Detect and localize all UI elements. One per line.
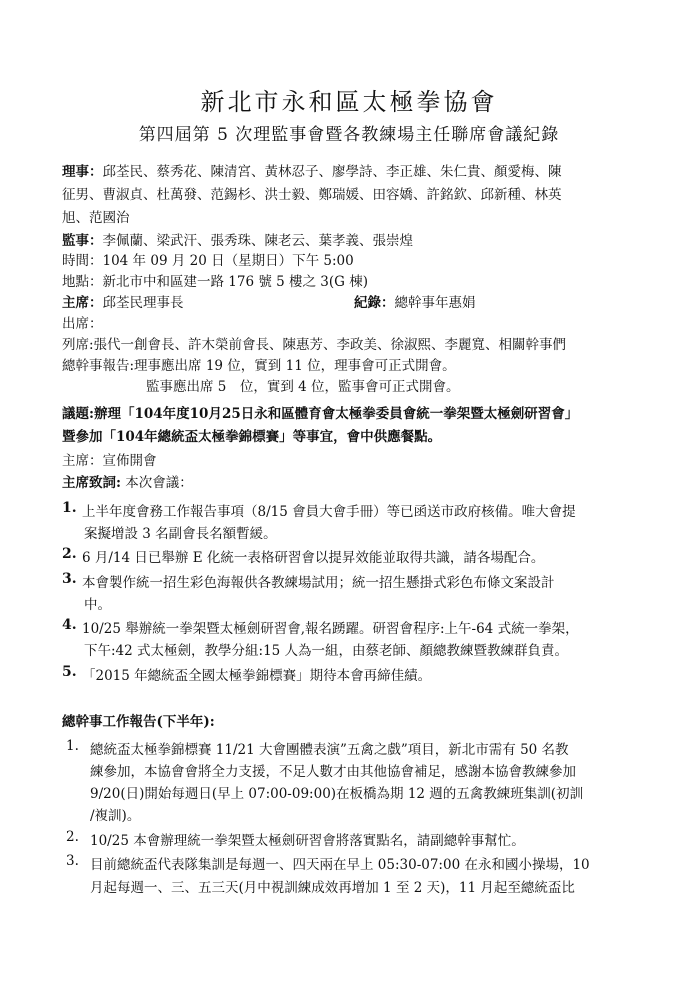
chair-line: 主席：邱荃民理事長 [62,295,184,311]
item-number: 5. [62,664,77,680]
report-item-text: 月起每週一、三、五三天(月中視訓練成效再增加 1 至 2 天)，11 月起至總統盃比 [90,880,575,896]
meeting-time: 時間：104 年 09 月 20 日（星期日）下午 5:00 [62,253,354,269]
report-item-number: 3. [66,853,79,869]
item-text-cont: 案擬增設 3 名副會長名額暫緩。 [84,526,277,542]
supervisors-line: 監事：李佩蘭、梁武汗、張秀珠、陳老云、葉孝義、張崇煌 [62,233,413,249]
item-number: 4. [62,617,77,633]
host-line: 主席：宣佈開會 [62,453,157,469]
item-text-cont: 中。 [84,597,111,613]
report-item-text: 練參加，本協會會將全力支援，不足人數才由其他協會補足，感謝本協會教練參加 [90,764,576,780]
recorder-label: 紀錄： [354,295,395,311]
report-item-text: /複訓)。 [90,808,141,824]
item-number: 2. [62,546,77,562]
report-item-text: 10/25 本會辦理統一拳架暨太極劍研習會將落實點名，請副總幹事幫忙。 [90,833,525,849]
report-item-text: 9/20(日)開始每週日(早上 07:00-09:00)在板橋為期 12 週的五禽教練班集訓(初訓 [90,786,584,802]
recorder-line: 紀錄：總幹事年惠娟 [354,295,476,311]
item-text: 本會製作統一招生彩色海報供各教練場試用；統一招生懸掛式彩色布條文案設計 [82,575,555,591]
directors-line-1: 理事：邱荃民、蔡秀花、陳清宮、黃林忍子、廖學詩、李正雄、朱仁貴、顏愛梅、陳 [62,164,562,180]
report-heading: 總幹事工作報告(下半年): [62,714,215,730]
document-subtitle: 第四屆第 5 次理監事會暨各教練場主任聯席會議紀錄 [138,125,560,145]
item-number: 3. [62,571,77,587]
item-text-cont: 下午:42 式太極劍，教學分組:15 人為一組，由蔡老師、顏總教練暨教練群負責。 [84,643,569,659]
report-item-text: 總統盃太極拳錦標賽 11/21 大會團體表演”五禽之戲”項目，新北市需有 50 名教 [90,742,569,758]
document-title: 新北市永和區太極拳協會 [200,88,498,116]
meeting-place: 地點：新北市中和區建一路 176 號 5 樓之 3(G 棟) [62,274,369,290]
directors-line-3: 旭、范國治 [62,210,130,226]
directors-label: 理事： [62,164,103,180]
item-text: 6 月/14 日已舉辦 E 化統一表格研習會以提昇效能並取得共識，請各場配合。 [82,550,545,566]
report-item-number: 1. [66,738,79,754]
chair-label: 主席： [62,295,103,311]
speech-label: 主席致詞: [62,475,121,491]
item-number: 1. [62,500,77,516]
directors-line-2: 征男、曹淑貞、杜萬發、范錫杉、洪士毅、鄭瑞媛、田容嬌、許銘欽、邱新種、林英 [62,187,562,203]
item-text: 「2015 年總統盃全國太極拳錦標賽」期待本會再締佳績。 [82,668,432,684]
item-text: 上半年度會務工作報告事項（8/15 會員大會手冊）等已函送市政府核備。唯大會提 [82,504,576,520]
agenda-line-1: 議題:辦理「104年度10月25日永和區體育會太極拳委員會統一拳架暨太極劍研習會」 [62,406,579,422]
speech-line: 主席致詞: 本次會議： [62,475,193,491]
attendees-line: 列席:張代一創會長、許木榮前會長、陳惠芳、李政美、徐淑熙、李麗寬、相關幹事們 [62,337,567,353]
quorum-directors: 總幹事報告:理事應出席 19 位，實到 11 位，理事會可正式開會。 [62,358,456,374]
agenda-line-2: 暨參加「104年總統盃太極拳錦標賽」等事宜，會中供應餐點。 [62,429,442,445]
report-item-text: 目前總統盃代表隊集訓是每週一、四天兩在早上 05:30-07:00 在永和國小操場，10 [90,857,590,873]
item-text: 10/25 舉辦統一拳架暨太極劍研習會,報名踴躍。研習會程序:上午-64 式統一拳架， [82,621,579,637]
supervisors-label: 監事： [62,233,103,249]
present-label: 出席： [62,316,103,332]
report-item-number: 2. [66,829,79,845]
quorum-supervisors: 監事應出席 5 位，實到 4 位，監事會可正式開會。 [146,379,460,395]
